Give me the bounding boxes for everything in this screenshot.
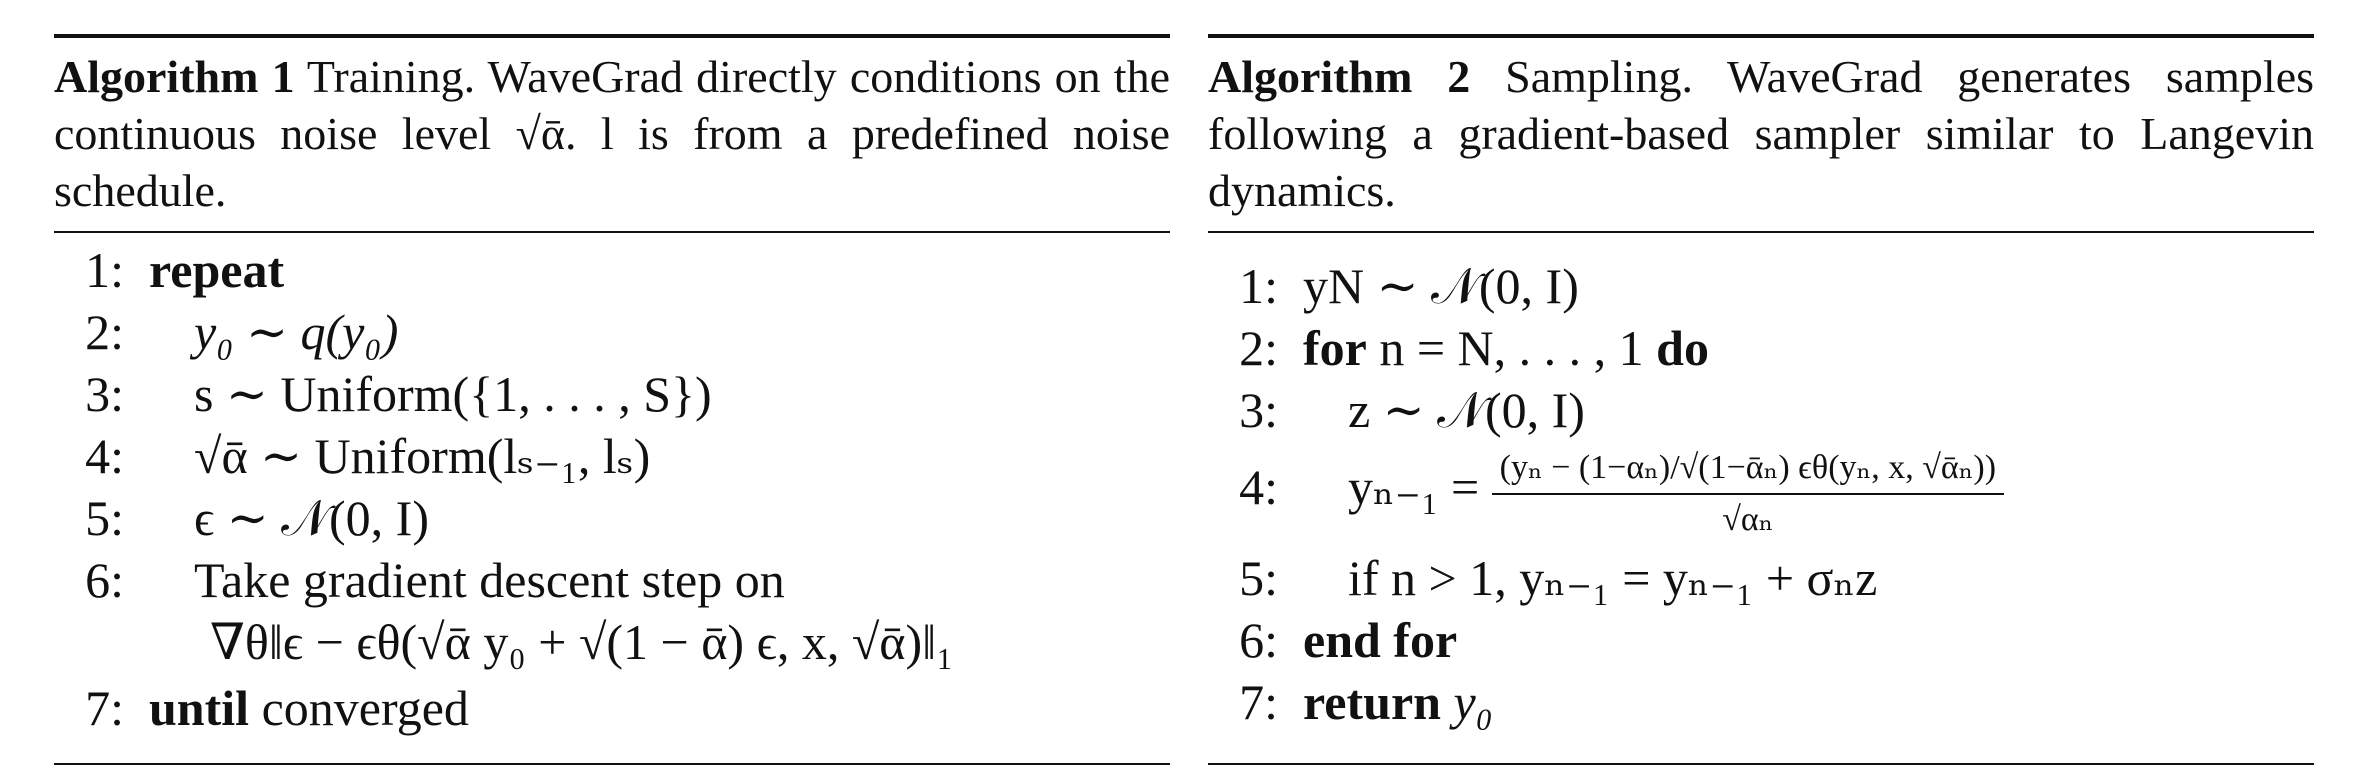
algo2-line-6: [1208, 611, 1457, 669]
algo1-line-3: [54, 365, 712, 423]
algo2-line-4: [1208, 447, 2004, 539]
algo2-line-2: [1208, 319, 1709, 377]
algorithm-1-title: Algorithm 1: [54, 51, 295, 102]
keyword-for: for: [1303, 320, 1367, 376]
line-number: 4:: [1239, 459, 1278, 516]
line-text: yN ∼ 𝒩(0, I): [1303, 258, 1579, 314]
line-text: ϵ ∼ 𝒩(0, I): [194, 490, 429, 546]
line-number: 3:: [1239, 382, 1278, 438]
algorithm-2-caption-text: Sampling. WaveGrad generates samples following a gradient-based sampler similar to Langevin dynamics.: [1208, 51, 2315, 216]
line-number: 1:: [1239, 258, 1278, 314]
algo2-line-1: [1208, 257, 1579, 316]
gradient-formula: ∇θ‖ϵ − ϵθ(√ᾱ y₀ + √(1 − ᾱ) ϵ, x, √ᾱ)‖₁: [210, 614, 954, 670]
line-number: 4:: [85, 428, 124, 484]
line-number: 7:: [85, 680, 124, 736]
algo1-line-2: [54, 303, 398, 361]
line-number: 6:: [1239, 612, 1278, 668]
line-number: 7:: [1239, 674, 1278, 730]
bottom-rule: [54, 763, 1170, 765]
line-text: n = N, . . . , 1: [1379, 320, 1644, 376]
keyword-return: return: [1303, 674, 1441, 730]
line-text: yₙ₋₁ =: [1348, 459, 1480, 516]
line-text: √ᾱ ∼ Uniform(lₛ₋₁, lₛ): [194, 428, 651, 484]
line-text: y₀ ∼ q(y₀): [194, 304, 399, 360]
algo2-line-7: [1208, 673, 1493, 731]
algorithm-1-caption-text: Training. WaveGrad directly conditions on the continuous noise level √ᾱ. l is from a predefined noise schedule.: [54, 51, 1170, 216]
algo1-line-4: [54, 427, 650, 485]
algo1-line-7: [54, 679, 469, 737]
algorithm-2-lines: [1208, 233, 2314, 763]
update-fraction: [1492, 447, 2004, 539]
line-text: if n > 1, yₙ₋₁ = yₙ₋₁ + σₙz: [1348, 550, 1878, 606]
algorithm-2-caption: [1208, 38, 2314, 231]
line-text: z ∼ 𝒩(0, I): [1348, 382, 1585, 438]
algo1-line-6-formula: [54, 613, 954, 671]
algo2-line-5: [1208, 549, 1877, 607]
fraction-numerator: (yₙ − (1−αₙ)/√(1−ᾱₙ) ϵθ(yₙ, x, √ᾱₙ)): [1492, 447, 2004, 495]
line-number: 5:: [85, 490, 124, 546]
algorithm-1-caption: [54, 38, 1170, 231]
line-number: 6:: [85, 552, 124, 608]
algorithm-2-box: [1208, 34, 2314, 765]
line-number: 3:: [85, 366, 124, 422]
line-number: 1:: [85, 242, 124, 298]
algo1-line-6: [54, 551, 785, 609]
bottom-rule: [1208, 763, 2314, 765]
line-number: 2:: [1239, 320, 1278, 376]
keyword-do: do: [1656, 320, 1709, 376]
algo1-line-1: [54, 241, 284, 299]
algorithm-1-box: [54, 34, 1170, 765]
algo2-line-3: [1208, 381, 1585, 440]
line-number: 5:: [1239, 550, 1278, 606]
algorithm-2-title: Algorithm 2: [1208, 51, 1471, 102]
keyword-end-for: end for: [1303, 612, 1458, 668]
keyword-repeat: repeat: [149, 242, 285, 298]
line-text: y₀: [1453, 674, 1494, 730]
line-text: Take gradient descent step on: [194, 552, 785, 608]
line-number: 2:: [85, 304, 124, 360]
algo1-line-5: [54, 489, 429, 548]
algorithm-1-lines: [54, 233, 1170, 763]
fraction-denominator: √αₙ: [1722, 501, 1774, 538]
line-text: s ∼ Uniform({1, . . . , S}): [194, 366, 712, 422]
keyword-until: until: [149, 680, 250, 736]
line-text: converged: [261, 680, 469, 736]
